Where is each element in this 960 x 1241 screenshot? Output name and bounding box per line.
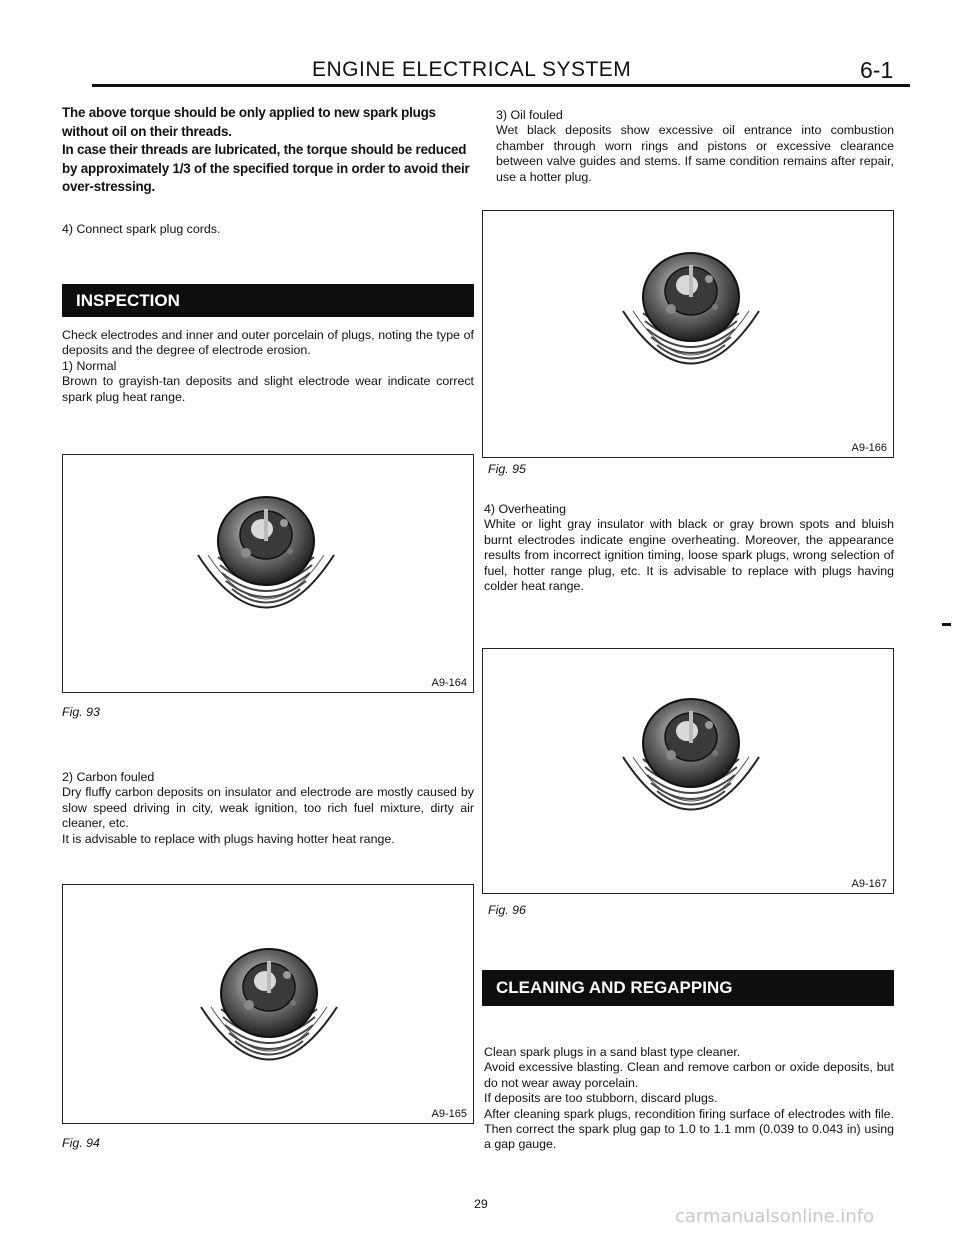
spark-plug-oil-photo (611, 241, 771, 391)
figure-95-caption: Fig. 95 (488, 462, 526, 476)
header-rule (92, 84, 910, 87)
step-4: 4) Connect spark plug cords. (62, 222, 221, 236)
page-title: ENGINE ELECTRICAL SYSTEM (312, 58, 632, 81)
section-page-code: 6-1 (860, 57, 894, 83)
figure-95 (482, 210, 894, 458)
inspection-text (62, 328, 474, 405)
page-number: 29 (474, 1197, 488, 1211)
normal-title: 1) Normal (62, 358, 117, 373)
figure-95-id: A9-166 (851, 442, 887, 454)
figure-96 (482, 648, 894, 894)
figure-93-caption: Fig. 93 (62, 705, 100, 719)
torque-note-line-1: The above torque should be only applied to new spark plugs without oil on their threads. (62, 105, 436, 139)
cleaning-line-2: Avoid excessive blasting. Clean and remove carbon or oxide deposits, but do not wear away porcelain. (484, 1060, 894, 1090)
figure-94-id: A9-165 (431, 1108, 467, 1120)
spark-plug-overheat-photo (611, 687, 771, 837)
inspection-intro: Check electrodes and inner and outer porcelain of plugs, noting the type of deposits and the degree of electrode erosion. (62, 328, 474, 358)
figure-94-caption: Fig. 94 (62, 1136, 100, 1150)
torque-note (62, 104, 474, 197)
watermark: carmanualsonline.info (675, 1206, 875, 1227)
inspection-heading: INSPECTION (62, 284, 474, 317)
oil-text: Wet black deposits show excessive oil entrance into combustion chamber through worn rings and pistons or excessive clearance between valve guides and stems. If same condition remains after repair, use a hotter plug. (496, 123, 894, 184)
figure-96-id: A9-167 (851, 878, 887, 890)
cleaning-text (484, 1045, 894, 1153)
carbon-fouled-text (62, 770, 474, 847)
spark-plug-normal-photo (186, 485, 346, 635)
figure-93-id: A9-164 (431, 677, 467, 689)
overheat-title: 4) Overheating (484, 502, 566, 516)
carbon-title: 2) Carbon fouled (62, 770, 155, 784)
normal-text: Brown to grayish-tan deposits and slight electrode wear indicate correct spark plug heat range. (62, 374, 474, 404)
edge-mark (942, 623, 951, 626)
carbon-advice: It is advisable to replace with plugs having hotter heat range. (62, 831, 395, 846)
figure-93 (62, 454, 474, 693)
cleaning-heading: CLEANING AND REGAPPING (482, 970, 894, 1006)
cleaning-line-1: Clean spark plugs in a sand blast type cleaner. (484, 1045, 741, 1059)
oil-title: 3) Oil fouled (496, 108, 563, 122)
spark-plug-carbon-photo (189, 937, 349, 1087)
figure-94 (62, 884, 474, 1124)
cleaning-line-4: After cleaning spark plugs, recondition firing surface of electrodes with file. Then correct the spark plug gap to 1.0 to 1.1 mm (0.039 to 0.043 in) using a gap gauge. (484, 1106, 894, 1152)
torque-note-line-2: In case their threads are lubricated, the torque should be reduced by approximately 1/3 of the specified torque in order to avoid their over-stressing. (62, 142, 470, 195)
oil-fouled-text (496, 108, 894, 185)
figure-96-caption: Fig. 96 (488, 903, 526, 917)
cleaning-line-3: If deposits are too stubborn, discard plugs. (484, 1091, 718, 1106)
overheating-text (484, 502, 894, 594)
carbon-text: Dry fluffy carbon deposits on insulator and electrode are mostly caused by slow speed driving in city, weak ignition, too rich fuel mixture, dirty air cleaner, etc. (62, 785, 474, 831)
overheat-text: White or light gray insulator with black or gray brown spots and bluish burnt electrodes indicate engine overheating. Moreover, the appearance results from incorrect ignition timing, loose spark plugs, wrong selection of fuel, hotter range plug, etc. It is advisable to replace with plugs having colder heat range. (484, 517, 894, 594)
